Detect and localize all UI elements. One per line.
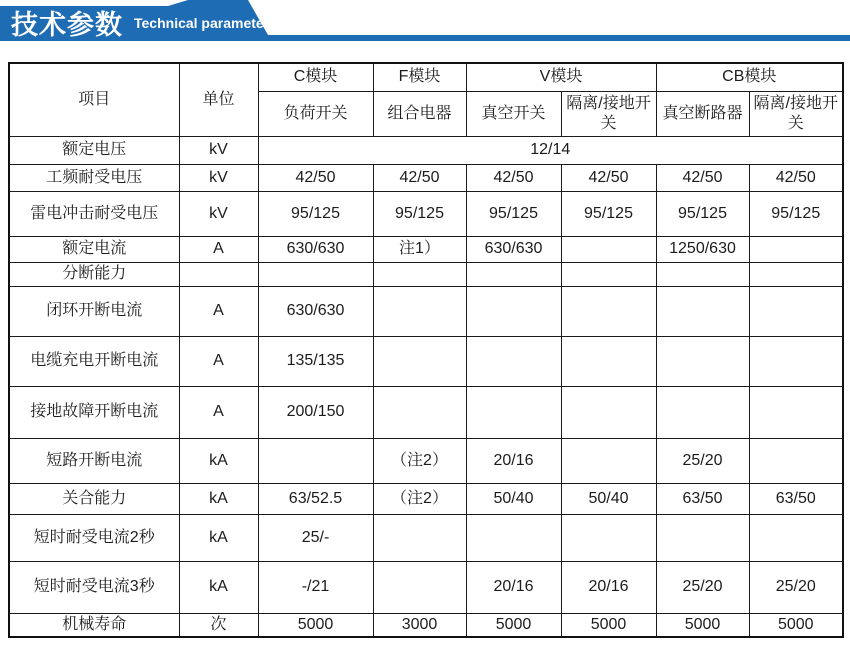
row-label: 额定电流: [9, 236, 179, 262]
cell-cb-earthing: [749, 236, 843, 262]
row-unit: kV: [179, 136, 258, 164]
spec-table: [8, 62, 844, 638]
cell-cb-breaker: 25/20: [656, 561, 749, 613]
cell-cb-earthing: [749, 262, 843, 286]
row-unit: kV: [179, 164, 258, 191]
row-unit: kA: [179, 483, 258, 514]
cell-v-earthing: [561, 286, 656, 336]
cell-c-module: -/21: [258, 561, 373, 613]
cell-f-module: 注1）: [373, 236, 466, 262]
cell-c-module: 25/-: [258, 514, 373, 561]
table-row: [9, 336, 843, 386]
cell-cb-breaker: [656, 386, 749, 438]
table-row: [9, 438, 843, 483]
header-group-cb: CB模块: [656, 63, 843, 91]
cell-v-earthing: 50/40: [561, 483, 656, 514]
row-unit: kA: [179, 438, 258, 483]
cell-cb-earthing: 5000: [749, 613, 843, 637]
row-label: 短路开断电流: [9, 438, 179, 483]
cell-v-earthing: 42/50: [561, 164, 656, 191]
subhead-combined-apparatus: 组合电器: [373, 91, 466, 136]
banner-ribbon-shape: [0, 0, 850, 44]
cell-v-switch: [466, 262, 561, 286]
cell-f-module: [373, 262, 466, 286]
table-row: [9, 286, 843, 336]
cell-cb-breaker: 25/20: [656, 438, 749, 483]
cell-v-switch: 630/630: [466, 236, 561, 262]
table-row: [9, 561, 843, 613]
banner-title: 技术参数: [11, 10, 123, 40]
row-unit: 次: [179, 613, 258, 637]
banner-ribbon-polygon: [0, 0, 850, 41]
cell-cb-breaker: 1250/630: [656, 236, 749, 262]
cell-cb-breaker: [656, 262, 749, 286]
cell-v-switch: 95/125: [466, 191, 561, 236]
cell-c-module: 135/135: [258, 336, 373, 386]
cell-v-switch: [466, 286, 561, 336]
table-row: [9, 236, 843, 262]
spec-table-section: [8, 62, 844, 638]
cell-cb-earthing: 25/20: [749, 561, 843, 613]
header-group-v: V模块: [466, 63, 656, 91]
table-header-row-groups: [9, 63, 843, 91]
cell-f-module: （注2）: [373, 483, 466, 514]
table-row: [9, 386, 843, 438]
table-row: [9, 483, 843, 514]
table-row: [9, 613, 843, 637]
cell-c-module: 42/50: [258, 164, 373, 191]
cell-cb-earthing: [749, 438, 843, 483]
table-row: [9, 262, 843, 286]
cell-f-module: [373, 336, 466, 386]
row-label: 工频耐受电压: [9, 164, 179, 191]
cell-cb-breaker: 5000: [656, 613, 749, 637]
row-label: 关合能力: [9, 483, 179, 514]
cell-merged-value: 12/14: [258, 136, 843, 164]
cell-v-earthing: [561, 336, 656, 386]
row-label: 额定电压: [9, 136, 179, 164]
cell-cb-breaker: [656, 286, 749, 336]
cell-c-module: 200/150: [258, 386, 373, 438]
cell-c-module: 630/630: [258, 286, 373, 336]
cell-v-switch: 20/16: [466, 438, 561, 483]
subhead-v-earthing-switch: 隔离/接地开关: [561, 91, 656, 136]
subhead-vacuum-breaker: 真空断路器: [656, 91, 749, 136]
subhead-vacuum-switch: 真空开关: [466, 91, 561, 136]
cell-c-module: 5000: [258, 613, 373, 637]
cell-f-module: 42/50: [373, 164, 466, 191]
header-item: 项目: [9, 63, 179, 136]
subhead-load-switch: 负荷开关: [258, 91, 373, 136]
cell-v-earthing: [561, 514, 656, 561]
cell-cb-breaker: 95/125: [656, 191, 749, 236]
cell-v-switch: 20/16: [466, 561, 561, 613]
cell-c-module: 95/125: [258, 191, 373, 236]
row-unit: kV: [179, 191, 258, 236]
cell-v-switch: [466, 386, 561, 438]
row-label: 短时耐受电流3秒: [9, 561, 179, 613]
cell-c-module: 630/630: [258, 236, 373, 262]
row-unit: A: [179, 386, 258, 438]
cell-c-module: [258, 438, 373, 483]
cell-c-module: [258, 262, 373, 286]
subhead-cb-earthing-switch: 隔离/接地开关: [749, 91, 843, 136]
cell-cb-earthing: 95/125: [749, 191, 843, 236]
cell-cb-earthing: 63/50: [749, 483, 843, 514]
cell-v-switch: 42/50: [466, 164, 561, 191]
cell-v-switch: 50/40: [466, 483, 561, 514]
cell-v-earthing: [561, 438, 656, 483]
row-unit: kA: [179, 514, 258, 561]
section-banner: [0, 0, 850, 44]
cell-v-earthing: 20/16: [561, 561, 656, 613]
cell-cb-breaker: [656, 514, 749, 561]
cell-c-module: 63/52.5: [258, 483, 373, 514]
cell-v-switch: [466, 514, 561, 561]
row-unit: A: [179, 286, 258, 336]
cell-cb-breaker: [656, 336, 749, 386]
banner-subtitle: Technical parameter: [134, 15, 270, 31]
cell-cb-earthing: [749, 286, 843, 336]
table-row: [9, 191, 843, 236]
header-group-c: C模块: [258, 63, 373, 91]
cell-cb-breaker: 42/50: [656, 164, 749, 191]
cell-f-module: [373, 386, 466, 438]
row-unit: [179, 262, 258, 286]
cell-cb-earthing: [749, 386, 843, 438]
cell-f-module: （注2）: [373, 438, 466, 483]
header-unit: 单位: [179, 63, 258, 136]
cell-v-switch: 5000: [466, 613, 561, 637]
cell-v-earthing: [561, 386, 656, 438]
table-row: [9, 164, 843, 191]
cell-f-module: 95/125: [373, 191, 466, 236]
row-unit: kA: [179, 561, 258, 613]
row-unit: A: [179, 236, 258, 262]
cell-f-module: [373, 514, 466, 561]
cell-cb-earthing: [749, 336, 843, 386]
row-label: 分断能力: [9, 262, 179, 286]
cell-cb-earthing: [749, 514, 843, 561]
row-label: 短时耐受电流2秒: [9, 514, 179, 561]
table-row: [9, 136, 843, 164]
row-label: 电缆充电开断电流: [9, 336, 179, 386]
cell-f-module: 3000: [373, 613, 466, 637]
row-label: 接地故障开断电流: [9, 386, 179, 438]
row-label: 雷电冲击耐受电压: [9, 191, 179, 236]
row-label: 机械寿命: [9, 613, 179, 637]
cell-v-switch: [466, 336, 561, 386]
cell-cb-earthing: 42/50: [749, 164, 843, 191]
cell-v-earthing: [561, 236, 656, 262]
table-row: [9, 514, 843, 561]
cell-cb-breaker: 63/50: [656, 483, 749, 514]
cell-f-module: [373, 561, 466, 613]
cell-v-earthing: 95/125: [561, 191, 656, 236]
header-group-f: F模块: [373, 63, 466, 91]
cell-v-earthing: [561, 262, 656, 286]
row-unit: A: [179, 336, 258, 386]
cell-f-module: [373, 286, 466, 336]
cell-v-earthing: 5000: [561, 613, 656, 637]
row-label: 闭环开断电流: [9, 286, 179, 336]
